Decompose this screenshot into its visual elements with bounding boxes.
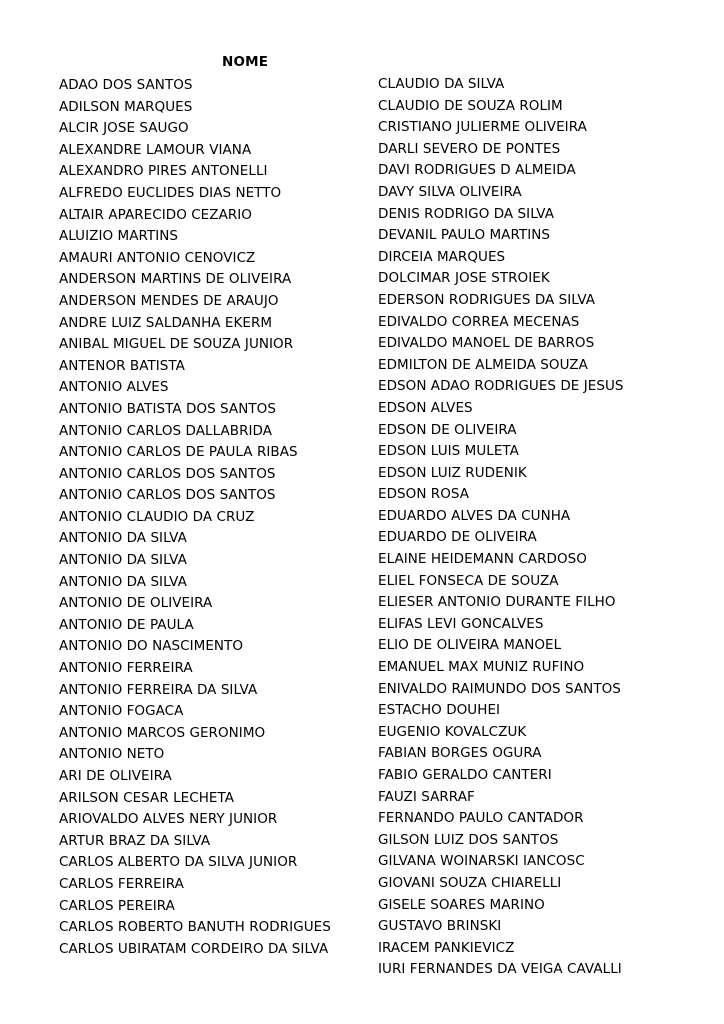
name-entry: CARLOS UBIRATAM CORDEIRO DA SILVA bbox=[59, 940, 329, 957]
name-entry: ANTONIO MARCOS GERONIMO bbox=[59, 724, 266, 741]
name-entry: ANTONIO DA SILVA bbox=[59, 573, 187, 590]
name-entry: ESTACHO DOUHEI bbox=[378, 702, 501, 719]
name-entry: IRACEM PANKIEVICZ bbox=[378, 939, 515, 956]
name-entry: FAUZI SARRAF bbox=[378, 788, 475, 805]
name-entry: EDUARDO ALVES DA CUNHA bbox=[378, 507, 571, 524]
name-entry: CRISTIANO JULIERME OLIVEIRA bbox=[378, 119, 587, 136]
name-entry: DOLCIMAR JOSE STROIEK bbox=[378, 270, 550, 287]
name-entry: FABIO GERALDO CANTERI bbox=[378, 767, 552, 783]
name-entry: ANTONIO NETO bbox=[59, 746, 165, 763]
name-entry: DEVANIL PAULO MARTINS bbox=[378, 227, 551, 244]
name-entry: EDSON DE OLIVEIRA bbox=[378, 421, 517, 438]
name-entry: ADILSON MARQUES bbox=[59, 98, 193, 115]
name-entry: ANTONIO FERREIRA bbox=[59, 660, 193, 677]
name-entry: ALEXANDRO PIRES ANTONELLI bbox=[59, 163, 268, 180]
name-entry: ANDERSON MENDES DE ARAUJO bbox=[59, 292, 279, 309]
name-entry: CARLOS PEREIRA bbox=[59, 897, 175, 914]
names-list-right bbox=[378, 74, 624, 981]
name-entry: ANTONIO DA SILVA bbox=[59, 530, 187, 547]
name-entry: DAVY SILVA OLIVEIRA bbox=[378, 183, 522, 200]
name-entry: GISELE SOARES MARINO bbox=[378, 896, 545, 913]
name-entry: CARLOS FERREIRA bbox=[59, 875, 184, 892]
name-entry: ANTONIO DA SILVA bbox=[59, 552, 187, 569]
name-entry: ANTONIO CLAUDIO DA CRUZ bbox=[59, 508, 255, 525]
name-entry: ANTONIO FOGACA bbox=[59, 703, 184, 720]
name-entry: EDSON ALVES bbox=[378, 399, 473, 416]
name-entry: GIOVANI SOUZA CHIARELLI bbox=[378, 874, 562, 891]
name-entry: DAVI RODRIGUES D ALMEIDA bbox=[378, 162, 576, 179]
name-entry: ANTONIO CARLOS DOS SANTOS bbox=[59, 465, 276, 482]
names-list-left bbox=[59, 75, 331, 960]
name-entry: ARIOVALDO ALVES NERY JUNIOR bbox=[59, 811, 278, 828]
name-entry: CLAUDIO DE SOUZA ROLIM bbox=[378, 97, 563, 114]
name-entry: EDMILTON DE ALMEIDA SOUZA bbox=[378, 356, 588, 373]
name-entry: ARILSON CESAR LECHETA bbox=[59, 789, 235, 806]
name-entry: DARLI SEVERO DE PONTES bbox=[378, 140, 561, 157]
name-entry: IURI FERNANDES DA VEIGA CAVALLI bbox=[378, 961, 622, 978]
name-entry: ALFREDO EUCLIDES DIAS NETTO bbox=[59, 184, 282, 201]
name-entry: ELIEL FONSECA DE SOUZA bbox=[378, 572, 559, 589]
name-entry: ANTONIO CARLOS DOS SANTOS bbox=[59, 487, 276, 504]
name-entry: ELAINE HEIDEMANN CARDOSO bbox=[378, 551, 587, 568]
name-entry: ANDERSON MARTINS DE OLIVEIRA bbox=[59, 271, 292, 288]
name-entry: EDSON ADAO RODRIGUES DE JESUS bbox=[378, 378, 624, 395]
name-entry: EDSON LUIS MULETA bbox=[378, 443, 519, 460]
name-entry: ELIFAS LEVI GONCALVES bbox=[378, 615, 544, 632]
name-entry: ALTAIR APARECIDO CEZARIO bbox=[59, 206, 252, 223]
name-entry: GILSON LUIZ DOS SANTOS bbox=[378, 831, 559, 848]
name-entry: ANTONIO CARLOS DALLABRIDA bbox=[59, 422, 273, 439]
name-entry: EUGENIO KOVALCZUK bbox=[378, 723, 527, 740]
name-entry: DENIS RODRIGO DA SILVA bbox=[378, 205, 554, 222]
name-entry: ADAO DOS SANTOS bbox=[59, 77, 193, 93]
name-entry: ANTENOR BATISTA bbox=[59, 357, 185, 374]
name-entry: EDIVALDO CORREA MECENAS bbox=[378, 313, 580, 330]
name-entry: ANTONIO DE OLIVEIRA bbox=[59, 595, 213, 612]
name-entry: GUSTAVO BRINSKI bbox=[378, 918, 502, 935]
name-entry: EDSON ROSA bbox=[378, 486, 470, 503]
name-entry: ANTONIO BATISTA DOS SANTOS bbox=[59, 400, 276, 417]
name-entry: ALCIR JOSE SAUGO bbox=[59, 120, 189, 137]
name-entry: ALEXANDRE LAMOUR VIANA bbox=[59, 141, 252, 158]
name-entry: ARTUR BRAZ DA SILVA bbox=[59, 832, 211, 849]
name-entry: CARLOS ROBERTO BANUTH RODRIGUES bbox=[59, 919, 331, 936]
column-header-nome: NOME bbox=[222, 54, 269, 70]
name-entry: ANTONIO DE PAULA bbox=[59, 616, 194, 633]
name-entry: EDUARDO DE OLIVEIRA bbox=[378, 529, 537, 546]
name-entry: EDERSON RODRIGUES DA SILVA bbox=[378, 291, 596, 308]
name-entry: EMANUEL MAX MUNIZ RUFINO bbox=[378, 659, 585, 676]
name-entry: FERNANDO PAULO CANTADOR bbox=[378, 810, 584, 827]
name-entry: CLAUDIO DA SILVA bbox=[378, 76, 505, 92]
name-entry: EDIVALDO MANOEL DE BARROS bbox=[378, 335, 595, 352]
name-entry: EDSON LUIZ RUDENIK bbox=[378, 464, 527, 481]
name-entry: GILVANA WOINARSKI IANCOSC bbox=[378, 853, 585, 870]
name-entry: CARLOS ALBERTO DA SILVA JUNIOR bbox=[59, 854, 298, 871]
name-entry: ANTONIO ALVES bbox=[59, 379, 169, 396]
name-entry: ANTONIO DO NASCIMENTO bbox=[59, 638, 244, 655]
name-entry: ANTONIO CARLOS DE PAULA RIBAS bbox=[59, 444, 298, 461]
name-entry: ENIVALDO RAIMUNDO DOS SANTOS bbox=[378, 680, 621, 697]
name-entry: FABIAN BORGES OGURA bbox=[378, 745, 542, 762]
name-entry: ALUIZIO MARTINS bbox=[59, 228, 179, 245]
name-entry: AMAURI ANTONIO CENOVICZ bbox=[59, 249, 256, 266]
name-entry: ELIESER ANTONIO DURANTE FILHO bbox=[378, 594, 616, 611]
name-entry: ELIO DE OLIVEIRA MANOEL bbox=[378, 637, 562, 654]
name-entry: DIRCEIA MARQUES bbox=[378, 248, 506, 265]
name-entry: ARI DE OLIVEIRA bbox=[59, 768, 172, 784]
name-entry: ANIBAL MIGUEL DE SOUZA JUNIOR bbox=[59, 336, 294, 353]
name-entry: ANTONIO FERREIRA DA SILVA bbox=[59, 681, 258, 698]
name-entry: ANDRE LUIZ SALDANHA EKERM bbox=[59, 314, 273, 331]
